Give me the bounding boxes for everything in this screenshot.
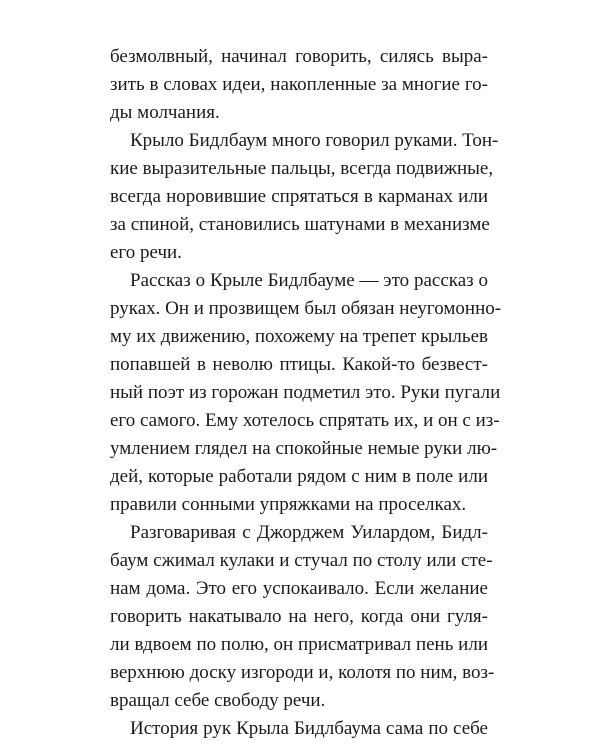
text-line: попавшей в неволю птицы. Какой-то безвест- bbox=[110, 354, 488, 375]
text-line: вращал себе свободу речи. bbox=[110, 690, 326, 711]
text-line: за спиной, становились шатунами в механизме bbox=[110, 214, 490, 235]
text-line: зить в словах идеи, накопленные за многие го- bbox=[110, 74, 488, 95]
text-line: верхнюю доску изгороди и, колотя по ним, воз- bbox=[110, 662, 495, 683]
text-line: нам дома. Это его успокаивало. Если желание bbox=[110, 578, 488, 599]
text-line: кие выразительные пальцы, всегда подвижные, bbox=[110, 158, 494, 179]
text-line: дей, которые работали рядом с ним в поле или bbox=[110, 466, 488, 487]
text-line: его речи. bbox=[110, 242, 182, 263]
text-line: всегда норовившие спрятаться в карманах или bbox=[110, 186, 488, 207]
text-line: Крыло Бидлбаум много говорил руками. Тон- bbox=[130, 130, 499, 151]
text-line: Разговаривая с Джорджем Уилардом, Бидл- bbox=[130, 522, 488, 543]
text-line: баум сжимал кулаки и стучал по столу или сте- bbox=[110, 550, 493, 571]
text-line: его самого. Ему хотелось спрятать их, и он с из- bbox=[110, 410, 500, 431]
text-line: безмолвный, начинал говорить, силясь выра- bbox=[110, 46, 488, 67]
text-line: История рук Крыла Бидлбаума сама по себе bbox=[130, 718, 488, 739]
text-line: ды молчания. bbox=[110, 102, 220, 123]
text-line: му их движению, похожему на трепет крыльев bbox=[110, 326, 488, 347]
text-line: говорить накатывало на него, когда они гуля- bbox=[110, 606, 488, 627]
text-line: умлением глядел на спокойные немые руки лю- bbox=[110, 438, 498, 459]
text-line: ли вдвоем по полю, он присматривал пень или bbox=[110, 634, 488, 655]
text-line: руках. Он и прозвищем был обязан неугомонно- bbox=[110, 298, 502, 319]
text-line: Рассказ о Крыле Бидлбауме — это рассказ о bbox=[130, 270, 488, 291]
text-line: ный поэт из горожан подметил это. Руки пугали bbox=[110, 382, 501, 403]
text-line: правили сонными упряжками на проселках. bbox=[110, 494, 467, 515]
